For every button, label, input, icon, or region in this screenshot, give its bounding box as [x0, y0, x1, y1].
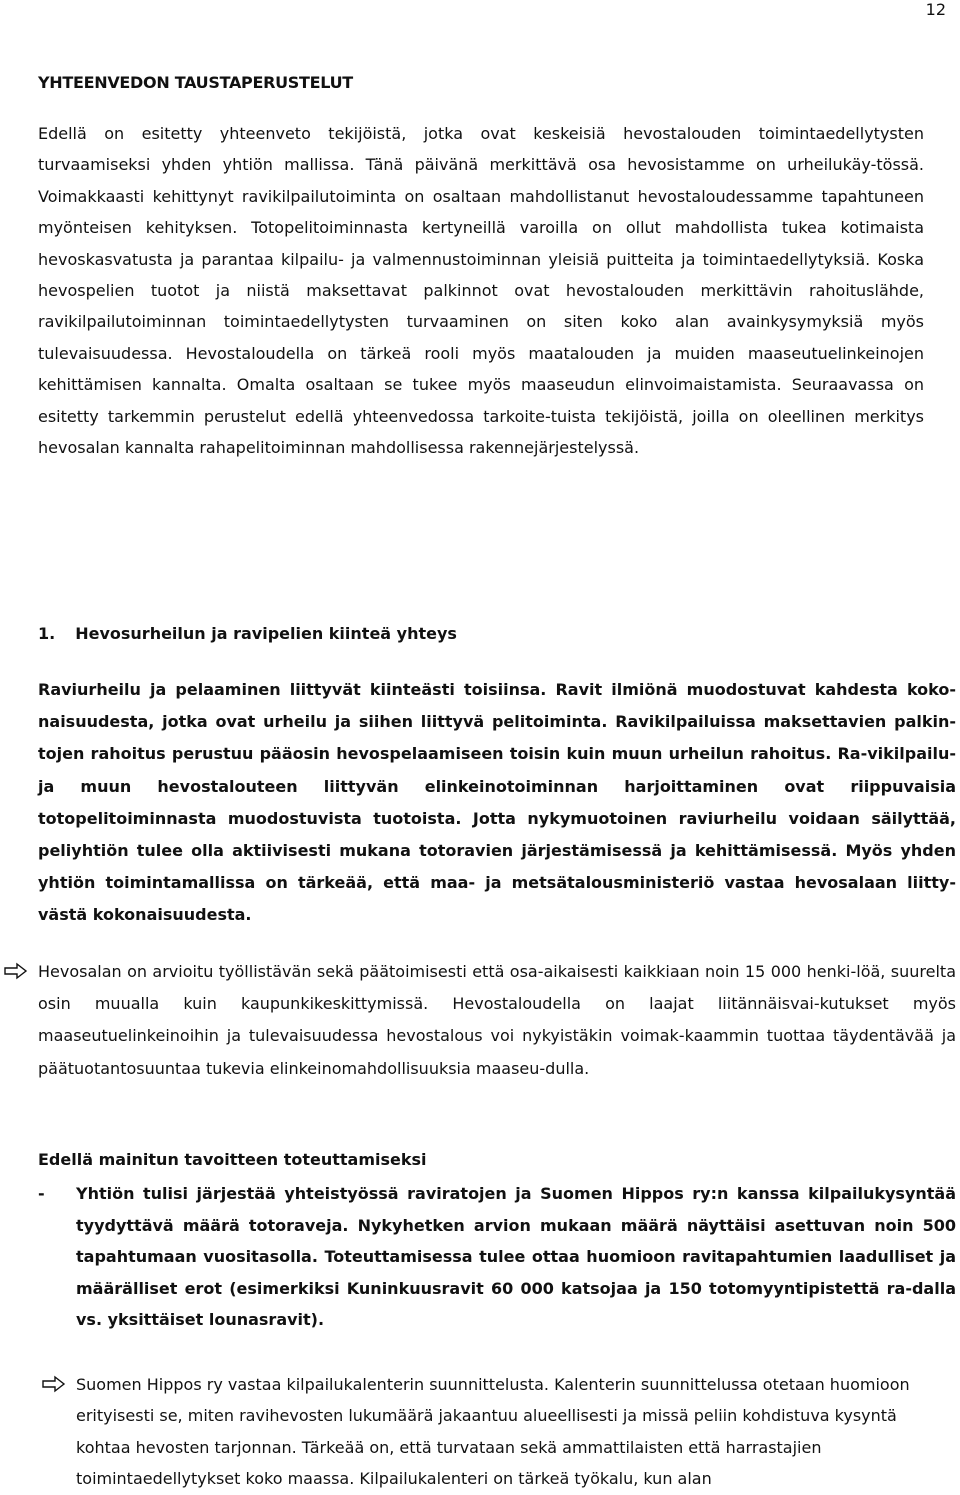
bold-paragraph: Raviurheilu ja pelaaminen liittyvät kiinteästi toisiinsa. Ravit ilmiönä muodostuvat kahdesta koko-naisuudesta, jotka ovat urheilu ja siihen liittyvä pelitoiminta. Ravikilpailuissa maksettavien palkin-tojen rahoitus perustuu pääosin hevospelaamiseen toisin kuin muun urheilun rahoitus. Ra-vikilpailu- ja muun hevostalouteen liittyvän elinkeinotoiminnan harjoittaminen ovat riippuvaisia totopelitoiminnasta muodostuvista tuotoista. Jotta nykymuotoinen raviurheilu voidaan säilyttää, peliyhtiön tulee olla aktiivisesti mukana totoravien järjestämisessä ja kehittämisessä. Myös yhden yhtiön toimintamallissa on tärkeää, että maa- ja metsätalousministeriö vastaa hevosalaan liitty-västä kokonaisuudesta.	[38, 680, 956, 925]
dash-marker: -	[38, 1184, 45, 1203]
goal-heading: Edellä mainitun tavoitteen toteuttamiseksi	[38, 1150, 427, 1169]
section-title: Hevosurheilun ja ravipelien kiinteä yhteys	[75, 624, 457, 643]
section-number: 1.	[38, 624, 56, 643]
outline-right-arrow-icon	[4, 962, 28, 980]
dash-item-text: Yhtiön tulisi järjestää yhteistyössä raviratojen ja Suomen Hippos ry:n kanssa kilpailukysyntää tyydyttävä määrä totoraveja. Nykyhetken arvion mukaan määrä näyttäisi asettuvan noin 500 tapahtumaan vuositasolla. Toteuttamisessa tulee ottaa huomioon ravitapahtumien laadulliset ja määrälliset erot (esimerkiksi Kuninkuusravit 60 000 katsojaa ja 150 totomyyntipistettä ra-dalla vs. yksittäiset lounasravit).	[76, 1184, 956, 1330]
arrow-point-1	[38, 956, 956, 1085]
section-heading	[38, 624, 457, 643]
intro-paragraph: Edellä on esitetty yhteenveto tekijöistä, jotka ovat keskeisiä hevostalouden toimintaedellytysten turvaamiseksi yhden yhtiön mallissa. Tänä päivänä merkittävä osa hevosistamme on urheilukäy-tössä. Voimakkaasti kehittynyt ravikilpailutoiminta on osaltaan mahdollistanut hevostaloudessamme tapahtuneen myönteisen kehityksen. Totopelitoiminnasta kertyneillä varoilla on ollut mahdollista tukea kotimaista hevoskasvatusta ja parantaa kilpailu- ja valmennustoiminnan yleisiä puitteita ja toimintaedellytyksiä. Koska hevospelien tuotot ja niistä maksettavat palkinnot ovat hevostalouden merkittävin rahoituslähde, ravikilpailutoiminnan toimintaedellytysten turvaaminen on siten koko alan avainkysymyksiä myös tulevaisuudessa. Hevostaloudella on tärkeä rooli myös maatalouden ja muiden maaseutuelinkeinojen kehittämisen kannalta. Omalta osaltaan se tukee myös maaseudun elinvoimaistamista. Seuraavassa on esitetty tarkemmin perustelut edellä yhteenvedossa tarkoite-tuista tekijöistä, joilla on oleellinen merkitys hevosalan kannalta rahapelitoiminnan mahdollisessa rakennejärjestelyssä.	[38, 124, 924, 458]
arrow-point-1-text: Hevosalan on arvioitu työllistävän sekä päätoimisesti että osa-aikaisesti kaikkiaan noin 15 000 henki-löä, suurelta osin muualla kuin kaupunkikeskittymissä. Hevostaloudella on laajat liitännäisvai-kutukset myös maaseutuelinkeinoihin ja tulevaisuudessa hevostalous voi nykyistäkin voimak-kaammin tuottaa täydentävää ja päätuotantosuuntaa tukevia elinkeinomahdollisuuksia maaseu-dulla.	[38, 962, 956, 1078]
outline-right-arrow-icon	[42, 1375, 66, 1393]
arrow-point-2-text: Suomen Hippos ry vastaa kilpailukalenterin suunnittelusta. Kalenterin suunnittelussa otetaan huomioon erityisesti se, miten ravihevosten lukumäärä jakaantuu alueellisesti ja missä peliin kohdistuva kysyntä kohtaa hevosten tarjonnan. Tärkeää on, että turvataan sekä ammattilaisten että harrastajien toimintaedellytykset koko maassa. Kilpailukalenteri on tärkeä työkalu, kun alan	[76, 1375, 910, 1489]
arrow-point-2	[76, 1369, 956, 1495]
page-number: 12	[925, 0, 946, 19]
dash-list-item	[38, 1178, 956, 1336]
main-heading: YHTEENVEDON TAUSTAPERUSTELUT	[38, 73, 353, 92]
